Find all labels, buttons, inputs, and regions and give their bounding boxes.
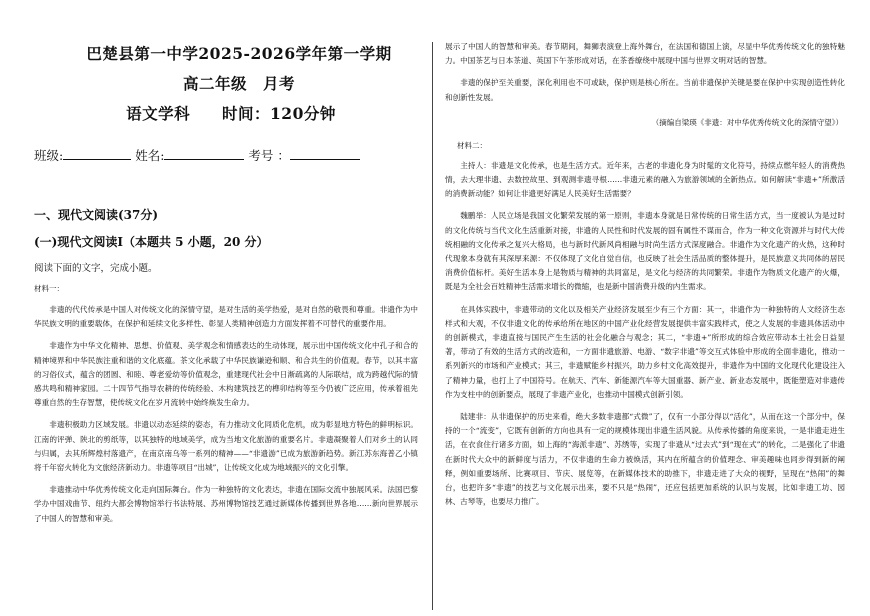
class-label: 班级:: [34, 148, 64, 163]
student-info-line: [34, 146, 418, 164]
paragraph: 魏鹏举：人民立场是我国文化繁荣发展的第一原则，非遗本身就是日常传统的日常生活方式，当一度被认为是过时的文化传统与当代文化生活重新对接，非遗的人民性和时代发展的固有属性不谋而合，作为一种文化资源并与时代大传统相融的文化传承之复兴大格局，也与新时代新风尚相融与时尚生活方式深度融合。非遗作为文化遗产的火热，这种时代现象本身就有其深厚来源：不仅体现了文化自觉自信，也反映了社会生活品质的整体提升，是民族意义共同体的居民消费价值标杆。美好生活本身上是物质与精神的共同富足，是文化与经济的共同繁荣。非遗作为物质文化遗产的火爆，既是为全社会百姓精神生活需求增长的微缩，也是新中国消费升级的内生需求。: [445, 211, 845, 292]
name-blank[interactable]: [164, 147, 244, 160]
paragraph: 非遗作为中华文化精神、思想、价值观、美学观念和情感表达的生动体现，展示出中国传统文化中孔子和合的精神境界和中华民族注重和谐的文化底蕴。茶文化承载了中华民族谦逊和顺、和合共生的价值观。春节，以其丰富的习俗仪式，蕴含的团圆、和睦、尊老爱幼等价值观念，重建现代社会中日渐疏离的人际联结，成为跨越代际的情感共鸣和精神家园。二十四节气指导农耕的传统经验、木构建筑技艺的榫卯结构等至今仍被广泛应用，传承着祖先尊重自然的生存智慧，使传统文化在岁月流转中始终焕发生命力。: [34, 341, 418, 408]
material-label: 材料二：: [457, 140, 487, 150]
exam-title: 巴楚县第一中学2025-2026学年第一学期: [86, 44, 392, 63]
paragraph: 非遗积极助力区域发展。非遗以动态延续的姿态，有力推动文化同质化危机，成为彰显地方特色的鲜明标识。江南的评弹、陕北的剪纸等，以其独特的地域美学，成为当地文化旅游的重要名片。非遗凝聚着人们对乡土的认同与归属，去其所辉煌村落遗产，在南京南乌等一系列的精神——“非遗游”已成为旅游新趋势。新江苏东海普乙小镇将千年窑火转化为文旅经济新动力。非遗等项目“出城”，让传统文化成为地域振兴的文化引擎。: [34, 420, 418, 473]
name-label: 姓名:: [135, 148, 165, 163]
exam-grade: 高二年级 月考: [182, 74, 295, 93]
paragraph: 展示了中国人的智慧和审美。春节期间，舞狮表演登上海外舞台，在法国和德国上演，尽显中华优秀传统文化的独特魅力。中国茶艺与日本茶道、英国下午茶形成对话，在茶香缭绕中展现中国与世界文明对话的智慧。: [445, 42, 845, 66]
paragraph: 在具体实践中，非遗带动的文化以及相关产业经济发展至少有三个方面：其一，非遗作为一种独特的人文经济生态样式和大观，不仅非遗文化的传承给所在地区的中国产业化经营发展提供丰富实践样式，使之人发展的非遗具体活动中的创新模式，非遗直接与国民产生生活的社会化融合与观念；其二，“非遗+”所形成的综合效应带动本土社会日益显著，带动了有效的生活方式的改造和，一方面非遗旅游、电游、“数字非遗”等交互式体验中形成的全面非遗化，推动一系列新兴的市场和产业模式；其三，非遗赋能乡村振兴，助力乡村文化高效提升，非遗作为中国的文化现代化建设注入了精神力量，也打上了中国符号。在航天、汽车、新能源汽车等大国重器、新产业、新业态发展中，既能塑造对非遗传作为支柱中的创新要点，展现了非遗产业化，也推动中国模式创新引领。: [445, 304, 845, 399]
paragraph: 非遗的代代传承是中国人对传统文化的深情守望，是对生活的美学热爱，是对自然的敬畏和尊重。非遗作为中华民族文明的重要载体，在保护和延续文化多样性、彰显人类精神创造力方面发挥着不可替代的重要作用。: [34, 305, 418, 329]
right-column: [445, 40, 845, 509]
source-note: （摘编自梁瑛《非遗：对中华优秀传统文化的深情守望》）: [651, 117, 843, 127]
paragraph: 主持人：非遗是文化传承，也是生活方式。近年来，古老的非遗化身为时髦的文化符号，持续点燃年轻人的消费热情，去大理非遗、去数控故里、到观测非遗寻根……非遗元素的融入为旅游领域的全新热点。如何解读“非遗+”所激活的消费新动能？如何让非遗更好满足人民美好生活需要？: [445, 160, 845, 199]
exam-no-label: 考号 ：: [248, 148, 290, 163]
exam-subject-time: 语文学科 时间：120分钟: [126, 104, 336, 123]
section-heading: 一、现代文阅读(37分): [34, 208, 159, 222]
material-label: 材料一：: [34, 284, 64, 293]
exam-no-blank[interactable]: [290, 147, 360, 160]
paragraph: 陆建非：从非遗保护的历史来看，绝大多数非遗都“式微”了，仅有一小部分得以“活化”，从而在这一个部分中，保持的一个“流变”，它既有创新的方向也具有一定的规模体现出非遗生活风貌。从传承传播的角度来说，一是非遗走进生活，在衣食住行诸多方面，如上海的“海派非遗”、苏绣等，实现了非遗从“过去式”到“现在式”的转化，二是强化了非遗在新时代大众中的新鲜度与活力，不仅非遗的生命力被焕活，其内在所蕴含的价值理念、审美趣味也同步得到新的阐释，例如重要场所、比赛项目、节庆、展览等，在新媒体技术的助推下，非遗走进了大众的视野，呈现在“热闹”的舞台，也把许多“非遗”的技艺与文化展示出来，要不只是“热闹”，还应包括更加系统的认识与发展，比如非遗工坊、园林、古琴等，也要尽力推广。: [445, 412, 845, 507]
paragraph: 非遗推动中华优秀传统文化走向国际舞台。作为一种独特的文化表达，非遗在国际交流中独展风采。法国巴黎学办中国戏曲节、纽约大都会博物馆举行书法特展、苏州博物馆技艺通过新媒体传播到世界各地……新向世界展示了中国人的智慧和审美。: [34, 485, 418, 523]
column-divider: [432, 42, 433, 610]
instruction-text: 阅读下面的文字，完成小题。: [34, 263, 158, 274]
class-blank[interactable]: [63, 147, 131, 160]
left-column: [34, 40, 418, 526]
paragraph: 非遗的保护至关重要，深化利用也不可或缺，保护则是核心所在。当前非遗保护关键是要在保护中实现创造性转化和创新性发展。: [445, 78, 845, 102]
subsection-heading: (一)现代文阅读Ⅰ（本题共 5 小题，20 分）: [34, 235, 269, 249]
